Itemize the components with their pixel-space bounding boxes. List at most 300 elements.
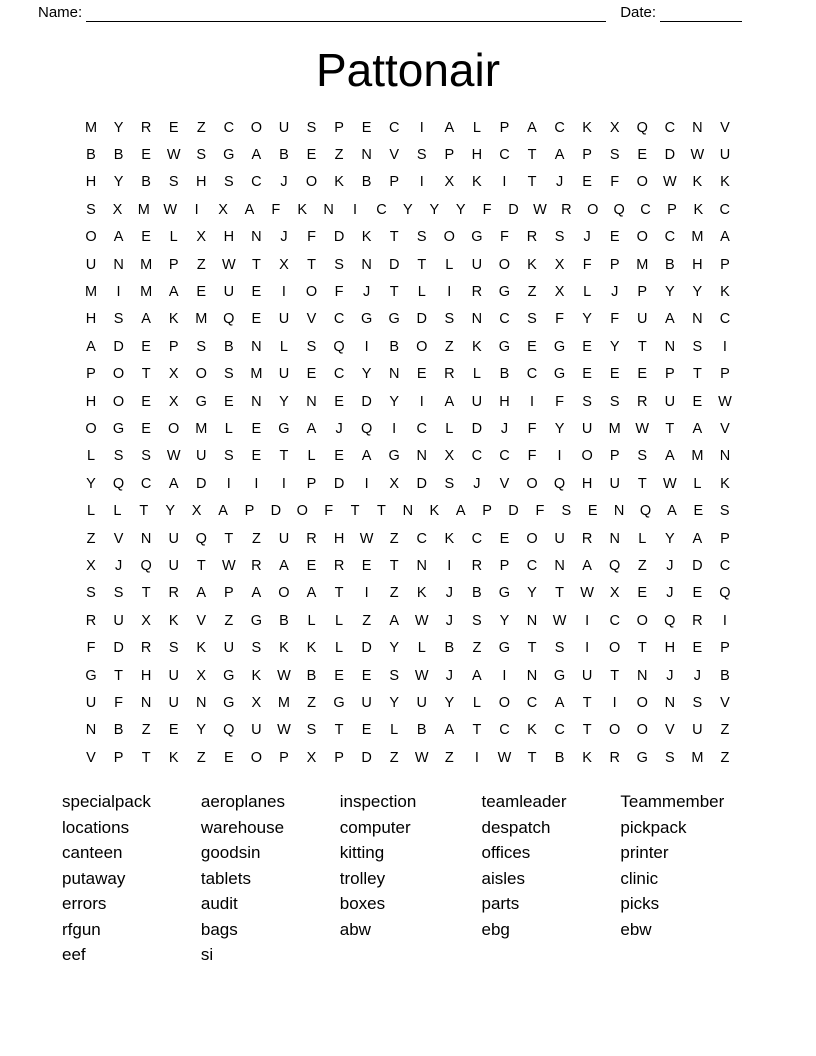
grid-cell[interactable]: C (719, 557, 731, 574)
grid-cell[interactable]: H (333, 530, 345, 547)
grid-cell[interactable]: V (664, 722, 675, 739)
grid-cell[interactable]: C (609, 612, 620, 629)
grid-cell[interactable]: O (636, 722, 648, 739)
grid-cell[interactable]: X (196, 229, 207, 246)
grid-cell[interactable]: Z (251, 530, 261, 547)
grid-cell[interactable]: A (554, 694, 565, 711)
grid-cell[interactable]: J (335, 420, 343, 437)
grid-cell[interactable]: K (720, 174, 730, 191)
grid-cell[interactable]: G (195, 393, 207, 410)
grid-cell[interactable]: A (582, 557, 592, 574)
grid-cell[interactable]: M (140, 284, 153, 301)
grid-cell[interactable]: B (444, 640, 455, 657)
grid-cell[interactable]: L (335, 612, 344, 629)
word-list-item[interactable]: rfgun (62, 919, 101, 939)
grid-cell[interactable]: M (691, 229, 704, 246)
grid-cell[interactable]: N (692, 311, 703, 328)
grid-cell[interactable]: Z (141, 722, 151, 739)
grid-cell[interactable]: J (666, 667, 674, 684)
grid-cell[interactable]: V (389, 147, 400, 164)
grid-cell[interactable]: N (140, 530, 152, 547)
grid-cell[interactable]: N (526, 612, 538, 629)
grid-cell[interactable]: O (581, 448, 593, 465)
grid-cell[interactable]: M (195, 311, 208, 328)
grid-cell[interactable]: F (555, 311, 564, 328)
grid-cell[interactable]: Y (86, 475, 96, 492)
grid-cell[interactable]: I (364, 338, 369, 355)
grid-cell[interactable]: Y (554, 420, 565, 437)
grid-cell[interactable]: I (529, 393, 535, 410)
grid-cell[interactable]: A (196, 585, 207, 602)
grid-cell[interactable]: A (168, 475, 179, 492)
grid-cell[interactable]: S (527, 311, 537, 328)
grid-cell[interactable]: O (250, 749, 263, 766)
grid-cell[interactable]: N (323, 201, 334, 218)
word-list-item[interactable]: errors (62, 894, 107, 914)
grid-cell[interactable]: O (609, 640, 621, 657)
grid-cell[interactable]: E (196, 284, 207, 301)
grid-cell[interactable]: T (224, 530, 234, 547)
grid-cell[interactable]: M (608, 420, 621, 437)
grid-cell[interactable]: W (277, 722, 291, 739)
grid-cell[interactable]: L (307, 448, 316, 465)
grid-cell[interactable]: U (278, 366, 290, 383)
grid-cell[interactable]: G (223, 694, 235, 711)
grid-cell[interactable]: Q (195, 530, 207, 547)
grid-cell[interactable]: I (722, 612, 727, 629)
grid-cell[interactable]: I (353, 201, 358, 218)
grid-cell[interactable]: E (416, 366, 427, 383)
grid-cell[interactable]: S (554, 229, 565, 246)
grid-cell[interactable]: Q (360, 420, 373, 437)
grid-cell[interactable]: K (361, 229, 372, 246)
grid-cell[interactable]: I (419, 393, 424, 410)
grid-cell[interactable]: P (306, 475, 317, 492)
grid-cell[interactable]: G (498, 640, 511, 657)
grid-cell[interactable]: N (196, 694, 207, 711)
grid-cell[interactable]: L (417, 640, 426, 657)
grid-cell[interactable]: J (445, 667, 453, 684)
word-list-item[interactable]: warehouse (200, 817, 285, 837)
grid-cell[interactable]: V (86, 749, 96, 766)
grid-cell[interactable]: L (472, 119, 481, 136)
grid-cell[interactable]: E (223, 393, 234, 410)
grid-cell[interactable]: C (251, 174, 262, 191)
grid-cell[interactable]: A (720, 229, 730, 246)
word-list-item[interactable]: si (200, 945, 214, 965)
grid-cell[interactable]: N (719, 448, 731, 465)
grid-cell[interactable]: N (692, 119, 703, 136)
grid-cell[interactable]: B (86, 147, 96, 164)
grid-cell[interactable]: E (582, 366, 592, 383)
grid-cell[interactable]: M (84, 119, 98, 136)
grid-cell[interactable]: A (306, 420, 317, 437)
grid-cell[interactable]: E (251, 420, 262, 437)
grid-cell[interactable]: P (720, 530, 730, 547)
grid-cell[interactable]: I (557, 448, 562, 465)
grid-cell[interactable]: V (499, 475, 510, 492)
word-list-item[interactable]: aeroplanes (200, 792, 285, 812)
grid-cell[interactable]: Z (444, 749, 454, 766)
grid-cell[interactable]: J (280, 174, 288, 191)
grid-cell[interactable]: Q (140, 557, 152, 574)
grid-cell[interactable]: N (609, 530, 620, 547)
word-list-item[interactable]: pickpack (620, 817, 687, 837)
grid-cell[interactable]: C (719, 201, 730, 218)
grid-cell[interactable]: G (333, 694, 345, 711)
grid-cell[interactable]: Z (196, 256, 206, 273)
grid-cell[interactable]: E (587, 503, 598, 520)
grid-cell[interactable]: E (637, 366, 648, 383)
grid-cell[interactable]: K (306, 640, 317, 657)
grid-cell[interactable]: A (664, 311, 675, 328)
grid-cell[interactable]: E (223, 749, 234, 766)
grid-cell[interactable]: N (554, 557, 565, 574)
grid-cell[interactable]: C (526, 366, 538, 383)
grid-cell[interactable]: A (455, 503, 466, 520)
grid-cell[interactable]: B (720, 667, 730, 684)
word-list-item[interactable]: Teammember (620, 792, 725, 812)
grid-cell[interactable]: F (527, 448, 537, 465)
grid-cell[interactable]: Y (165, 503, 176, 520)
grid-cell[interactable]: B (279, 147, 289, 164)
grid-cell[interactable]: A (692, 420, 703, 437)
word-list-item[interactable]: ebw (620, 919, 652, 939)
grid-cell[interactable]: W (221, 256, 236, 273)
word-list-item[interactable]: locations (62, 817, 130, 837)
grid-cell[interactable]: S (609, 393, 620, 410)
grid-cell[interactable]: L (279, 338, 288, 355)
grid-cell[interactable]: X (306, 749, 317, 766)
grid-cell[interactable]: Y (527, 585, 537, 602)
grid-cell[interactable]: E (361, 557, 372, 574)
grid-cell[interactable]: T (141, 366, 151, 383)
grid-cell[interactable]: W (662, 174, 677, 191)
grid-cell[interactable]: T (582, 694, 592, 711)
grid-cell[interactable]: E (251, 448, 262, 465)
grid-cell[interactable]: X (279, 256, 289, 273)
grid-cell[interactable]: O (195, 366, 207, 383)
grid-cell[interactable]: L (307, 612, 316, 629)
grid-cell[interactable]: S (306, 338, 317, 355)
grid-cell[interactable]: Y (389, 640, 400, 657)
grid-cell[interactable]: D (333, 475, 345, 492)
grid-cell[interactable]: S (389, 667, 400, 684)
grid-cell[interactable]: Y (455, 201, 466, 218)
grid-cell[interactable]: I (722, 338, 727, 355)
word-list-item[interactable]: putaway (62, 868, 126, 888)
grid-cell[interactable]: C (554, 722, 565, 739)
grid-cell[interactable]: Y (389, 694, 400, 711)
grid-cell[interactable]: K (444, 530, 455, 547)
grid-cell[interactable]: D (113, 640, 124, 657)
grid-cell[interactable]: U (278, 119, 290, 136)
grid-cell[interactable]: U (637, 311, 648, 328)
grid-cell[interactable]: L (583, 284, 592, 301)
grid-cell[interactable]: O (609, 722, 621, 739)
grid-cell[interactable]: S (664, 749, 675, 766)
grid-cell[interactable]: O (587, 201, 599, 218)
grid-cell[interactable]: Z (472, 640, 482, 657)
grid-cell[interactable]: A (86, 338, 96, 355)
grid-cell[interactable]: U (251, 722, 262, 739)
grid-cell[interactable]: T (527, 640, 537, 657)
grid-cell[interactable]: O (250, 119, 263, 136)
grid-cell[interactable]: R (251, 557, 262, 574)
grid-cell[interactable]: X (168, 366, 179, 383)
grid-cell[interactable]: I (281, 284, 286, 301)
grid-cell[interactable]: U (664, 393, 676, 410)
grid-cell[interactable]: R (609, 749, 620, 766)
word-list-item[interactable]: audit (200, 894, 238, 914)
word-list-item[interactable]: parts (481, 894, 520, 914)
grid-cell[interactable]: R (561, 201, 572, 218)
grid-cell[interactable]: P (720, 640, 730, 657)
grid-cell[interactable]: Y (113, 174, 124, 191)
grid-cell[interactable]: X (444, 448, 455, 465)
grid-cell[interactable]: E (637, 585, 648, 602)
grid-cell[interactable]: R (581, 530, 593, 547)
grid-cell[interactable]: Z (444, 338, 454, 355)
grid-cell[interactable]: U (719, 147, 731, 164)
grid-cell[interactable]: G (498, 585, 511, 602)
grid-cell[interactable]: I (392, 420, 397, 437)
grid-cell[interactable]: I (419, 119, 424, 136)
grid-cell[interactable]: F (114, 694, 123, 711)
grid-cell[interactable]: H (140, 667, 152, 684)
grid-cell[interactable]: U (168, 557, 179, 574)
grid-cell[interactable]: K (416, 585, 427, 602)
grid-cell[interactable]: U (581, 667, 593, 684)
grid-cell[interactable]: Y (429, 201, 440, 218)
grid-cell[interactable]: X (554, 284, 565, 301)
grid-cell[interactable]: N (251, 229, 262, 246)
word-list-item[interactable]: trolley (339, 868, 386, 888)
grid-cell[interactable]: U (581, 420, 593, 437)
grid-cell[interactable]: A (472, 667, 482, 684)
word-list-item[interactable]: despatch (481, 817, 551, 837)
grid-cell[interactable]: L (169, 229, 178, 246)
grid-cell[interactable]: P (667, 201, 677, 218)
word-list-item[interactable]: abw (339, 919, 371, 939)
grid-cell[interactable]: Y (609, 338, 620, 355)
grid-cell[interactable]: P (334, 119, 344, 136)
grid-cell[interactable]: J (611, 284, 619, 301)
grid-cell[interactable]: H (85, 311, 97, 328)
grid-cell[interactable]: I (502, 667, 507, 684)
grid-cell[interactable]: C (499, 448, 510, 465)
grid-cell[interactable]: U (692, 722, 703, 739)
grid-cell[interactable]: K (472, 174, 482, 191)
grid-cell[interactable]: G (471, 229, 483, 246)
grid-cell[interactable]: T (389, 229, 399, 246)
grid-cell[interactable]: O (526, 475, 538, 492)
grid-cell[interactable]: A (444, 119, 455, 136)
grid-cell[interactable]: N (361, 147, 372, 164)
grid-cell[interactable]: J (114, 557, 123, 574)
grid-cell[interactable]: S (609, 147, 620, 164)
grid-cell[interactable]: O (296, 503, 308, 520)
grid-cell[interactable]: O (112, 393, 125, 410)
grid-cell[interactable]: S (168, 640, 179, 657)
grid-cell[interactable]: S (306, 119, 317, 136)
grid-cell[interactable]: O (85, 229, 97, 246)
grid-cell[interactable]: P (720, 256, 730, 273)
grid-cell[interactable]: W (662, 475, 677, 492)
grid-cell[interactable]: E (141, 147, 151, 164)
grid-cell[interactable]: T (637, 475, 647, 492)
grid-cell[interactable]: S (86, 201, 96, 218)
grid-cell[interactable]: B (389, 338, 400, 355)
grid-cell[interactable]: C (416, 530, 427, 547)
grid-cell[interactable]: R (471, 284, 483, 301)
grid-cell[interactable]: C (499, 147, 510, 164)
grid-cell[interactable]: E (609, 229, 620, 246)
grid-cell[interactable]: Z (86, 530, 96, 547)
grid-cell[interactable]: W (414, 667, 429, 684)
grid-cell[interactable]: W (221, 557, 236, 574)
grid-cell[interactable]: U (85, 694, 97, 711)
grid-cell[interactable]: Y (196, 722, 207, 739)
grid-cell[interactable]: J (666, 557, 674, 574)
grid-cell[interactable]: C (376, 201, 387, 218)
grid-cell[interactable]: E (141, 338, 151, 355)
grid-cell[interactable]: L (445, 256, 454, 273)
grid-cell[interactable]: T (350, 503, 360, 520)
grid-cell[interactable]: S (554, 640, 565, 657)
grid-cell[interactable]: P (637, 284, 648, 301)
grid-cell[interactable]: X (554, 256, 565, 273)
grid-cell[interactable]: N (251, 393, 262, 410)
grid-cell[interactable]: Y (279, 393, 289, 410)
grid-cell[interactable]: R (637, 393, 648, 410)
grid-cell[interactable]: J (363, 284, 371, 301)
grid-cell[interactable]: D (508, 201, 519, 218)
grid-cell[interactable]: F (271, 201, 281, 218)
grid-cell[interactable]: N (416, 448, 427, 465)
grid-cell[interactable]: E (251, 284, 262, 301)
grid-cell[interactable]: D (196, 475, 207, 492)
grid-cell[interactable]: I (447, 284, 452, 301)
grid-cell[interactable]: I (194, 201, 199, 218)
grid-cell[interactable]: K (168, 612, 179, 629)
grid-cell[interactable]: J (445, 585, 453, 602)
grid-cell[interactable]: F (555, 393, 564, 410)
grid-cell[interactable]: T (377, 503, 386, 520)
grid-cell[interactable]: K (251, 667, 262, 684)
grid-cell[interactable]: D (508, 503, 519, 520)
grid-cell[interactable]: G (498, 338, 511, 355)
grid-cell[interactable]: X (609, 585, 620, 602)
grid-cell[interactable]: X (168, 393, 179, 410)
grid-cell[interactable]: G (553, 667, 566, 684)
grid-cell[interactable]: O (498, 256, 511, 273)
grid-cell[interactable]: J (666, 585, 674, 602)
grid-cell[interactable]: V (720, 694, 730, 711)
grid-cell[interactable]: K (334, 174, 344, 191)
grid-cell[interactable]: N (613, 503, 625, 520)
grid-cell[interactable]: Q (223, 722, 235, 739)
grid-cell[interactable]: Z (389, 585, 399, 602)
grid-cell[interactable]: D (113, 338, 124, 355)
grid-cell[interactable]: M (277, 694, 290, 711)
grid-cell[interactable]: K (472, 338, 482, 355)
grid-cell[interactable]: T (555, 585, 564, 602)
grid-cell[interactable]: K (168, 749, 179, 766)
grid-cell[interactable]: E (306, 147, 317, 164)
grid-cell[interactable]: E (251, 311, 262, 328)
grid-cell[interactable]: G (250, 612, 263, 629)
grid-cell[interactable]: A (692, 530, 703, 547)
grid-cell[interactable]: O (636, 612, 648, 629)
grid-cell[interactable]: S (113, 448, 124, 465)
grid-cell[interactable]: C (333, 311, 345, 328)
grid-cell[interactable]: S (637, 448, 648, 465)
grid-cell[interactable]: X (86, 557, 96, 574)
word-list-item[interactable]: boxes (339, 894, 386, 914)
grid-cell[interactable]: E (141, 420, 151, 437)
grid-cell[interactable]: P (168, 256, 179, 273)
grid-cell[interactable]: K (720, 284, 730, 301)
grid-cell[interactable]: C (223, 119, 235, 136)
grid-cell[interactable]: Z (720, 749, 730, 766)
grid-cell[interactable]: D (664, 147, 676, 164)
grid-cell[interactable]: W (359, 530, 374, 547)
grid-cell[interactable]: M (250, 366, 263, 383)
grid-cell[interactable]: R (444, 366, 455, 383)
grid-cell[interactable]: K (279, 640, 289, 657)
grid-cell[interactable]: B (499, 366, 510, 383)
grid-cell[interactable]: H (223, 229, 235, 246)
grid-cell[interactable]: W (552, 612, 567, 629)
grid-cell[interactable]: E (693, 503, 704, 520)
grid-cell[interactable]: Z (389, 530, 399, 547)
grid-cell[interactable]: Z (362, 612, 372, 629)
grid-cell[interactable]: D (361, 393, 372, 410)
grid-cell[interactable]: B (664, 256, 675, 273)
word-list-item[interactable]: aisles (481, 868, 525, 888)
grid-cell[interactable]: Z (527, 284, 537, 301)
grid-cell[interactable]: I (281, 475, 286, 492)
grid-cell[interactable]: R (692, 612, 703, 629)
word-list-item[interactable]: offices (481, 843, 531, 863)
grid-cell[interactable]: F (324, 503, 334, 520)
grid-cell[interactable]: P (168, 338, 179, 355)
grid-cell[interactable]: X (609, 119, 620, 136)
grid-cell[interactable]: B (113, 147, 124, 164)
grid-cell[interactable]: S (251, 640, 262, 657)
grid-cell[interactable]: D (361, 749, 372, 766)
grid-cell[interactable]: H (499, 393, 510, 410)
grid-cell[interactable]: R (168, 585, 179, 602)
grid-cell[interactable]: T (527, 174, 537, 191)
grid-cell[interactable]: O (305, 284, 318, 301)
grid-cell[interactable]: P (244, 503, 255, 520)
grid-cell[interactable]: B (416, 722, 427, 739)
grid-cell[interactable]: Q (639, 503, 652, 520)
grid-cell[interactable]: N (361, 256, 372, 273)
grid-cell[interactable]: I (226, 475, 231, 492)
grid-cell[interactable]: T (334, 722, 344, 739)
grid-cell[interactable]: I (585, 640, 590, 657)
grid-cell[interactable]: R (85, 612, 97, 629)
grid-cell[interactable]: L (335, 640, 344, 657)
grid-cell[interactable]: U (223, 284, 235, 301)
grid-cell[interactable]: G (553, 338, 566, 355)
grid-cell[interactable]: P (482, 503, 492, 520)
grid-cell[interactable]: I (364, 475, 369, 492)
grid-cell[interactable]: E (361, 667, 372, 684)
